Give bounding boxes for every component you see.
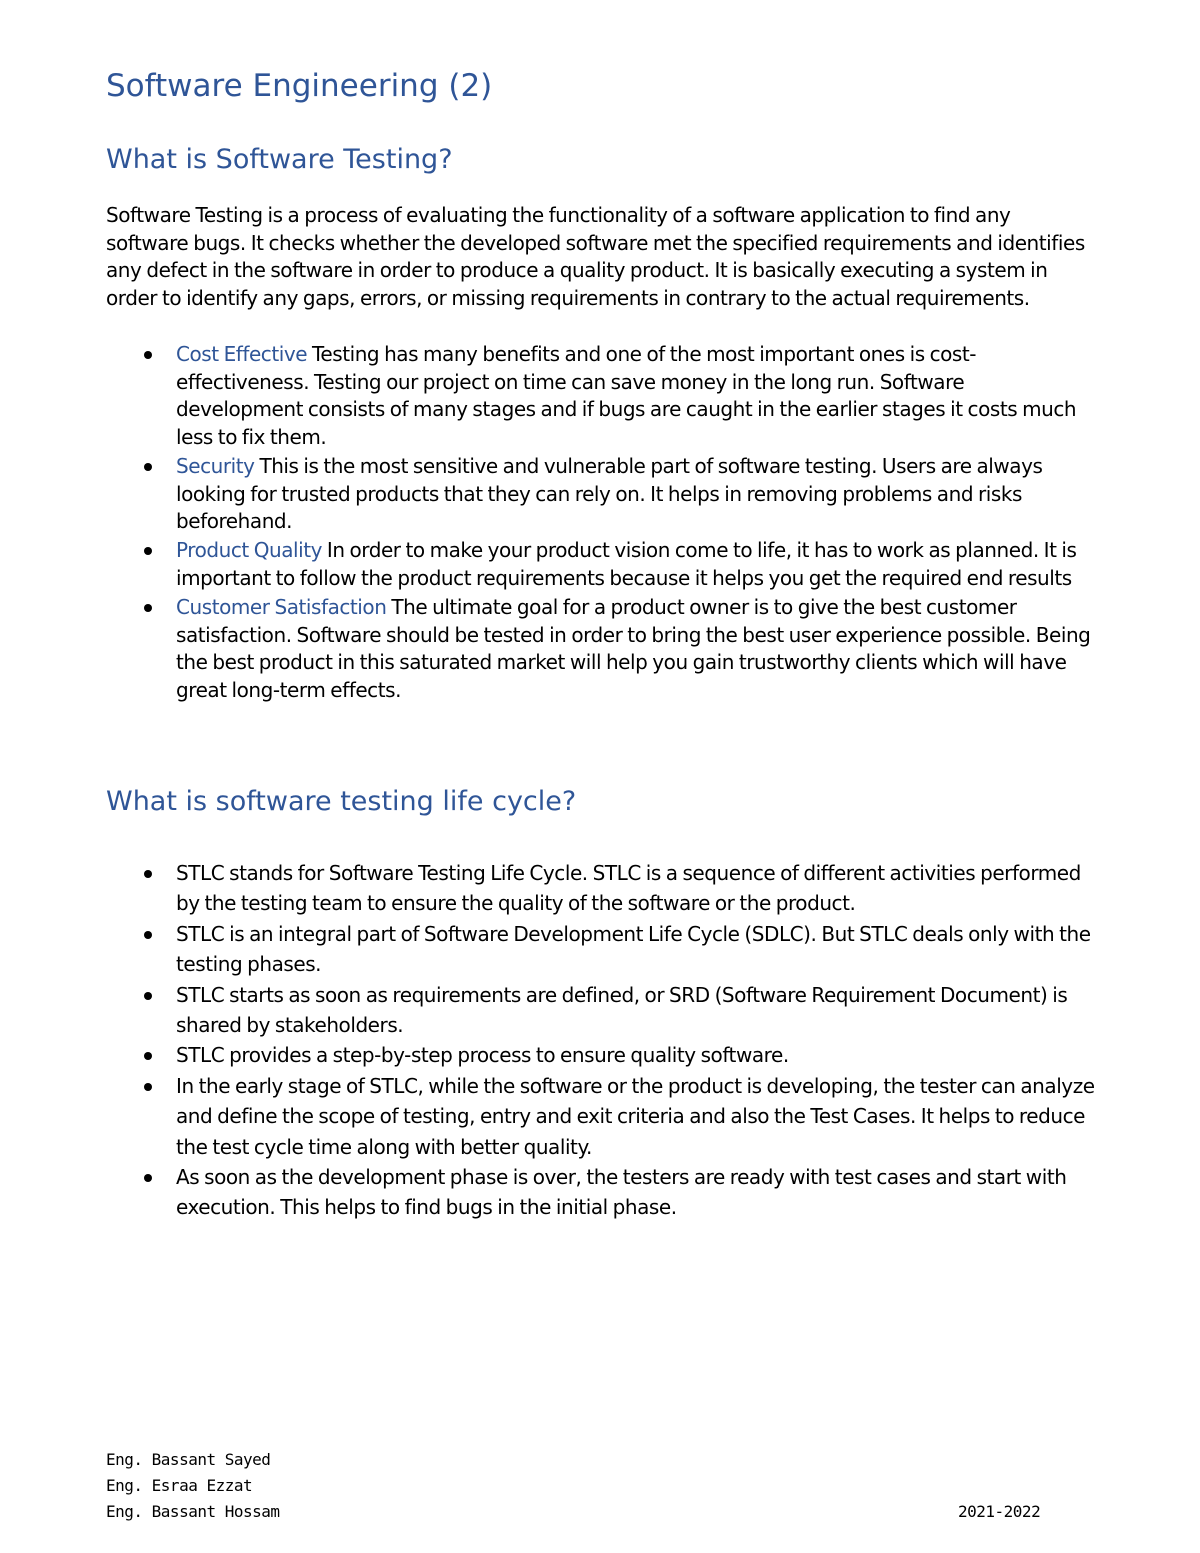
heading-software-testing: What is Software Testing? — [106, 144, 453, 175]
benefit-term: Product Quality — [176, 538, 323, 563]
list-item: In the early stage of STLC, while the software or the product is developing, the tester can analyze and define the scope of testing, entry and exit criteria and also the Test Cases. It helps to reduce the test cycle time along with better quality. — [106, 1071, 1096, 1162]
software-testing-paragraph: Software Testing is a process of evaluating the functionality of a software application to find any software bugs. It checks whether the developed software met the specified requirements and identifies any defect in the software in order to produce a quality product. It is basically executing a system in order to identify any gaps, errors, or missing requirements in contrary to the actual requirements. — [106, 203, 1085, 310]
benefit-text: Testing has many benefits and one of the most important ones is cost-effectiveness. Testing our project on time can save money in the long run. Software development consists of many stages and if bugs are caught in the earlier stages it costs much less to fix them. — [176, 342, 1077, 449]
list-item: STLC stands for Software Testing Life Cycle. STLC is a sequence of different activities performed by the testing team to ensure the quality of the software or the product. — [106, 858, 1096, 919]
stlc-list — [106, 858, 1096, 1223]
list-item: As soon as the development phase is over, the testers are ready with test cases and start with execution. This helps to find bugs in the initial phase. — [106, 1162, 1096, 1223]
list-item: STLC provides a step-by-step process to ensure quality software. — [106, 1040, 1096, 1070]
list-item — [106, 594, 1096, 704]
benefit-term: Security — [176, 453, 255, 478]
benefit-term: Customer Satisfaction — [176, 595, 387, 620]
footer-author: Eng. Bassant Hossam — [106, 1502, 280, 1521]
benefit-text: The ultimate goal for a product owner is to give the best customer satisfaction. Software should be tested in order to bring the best user experience possible. Being the best product in this saturated market will help you gain trustworthy clients which will have great long-term effects. — [176, 595, 1091, 702]
list-item — [106, 341, 1096, 451]
testing-benefits-list — [106, 341, 1096, 706]
document-title: Software Engineering (2) — [106, 68, 493, 104]
heading-stlc: What is software testing life cycle? — [106, 786, 577, 817]
footer-author: Eng. Bassant Sayed — [106, 1450, 271, 1469]
benefit-term: Cost Effective — [176, 342, 308, 366]
benefit-text: This is the most sensitive and vulnerable part of software testing. Users are always looking for trusted products that they can rely on. It helps in removing problems and risks beforehand. — [176, 453, 1043, 534]
benefit-text: In order to make your product vision come to life, it has to work as planned. It is important to follow the product requirements because it helps you get the required end results — [176, 538, 1077, 590]
list-item: STLC starts as soon as requirements are defined, or SRD (Software Requirement Document) is shared by stakeholders. — [106, 980, 1096, 1041]
list-item: STLC is an integral part of Software Development Life Cycle (SDLC). But STLC deals only with the testing phases. — [106, 919, 1096, 980]
footer-author: Eng. Esraa Ezzat — [106, 1476, 253, 1495]
list-item — [106, 537, 1096, 592]
list-item — [106, 453, 1096, 536]
footer-year: 2021-2022 — [958, 1502, 1041, 1521]
